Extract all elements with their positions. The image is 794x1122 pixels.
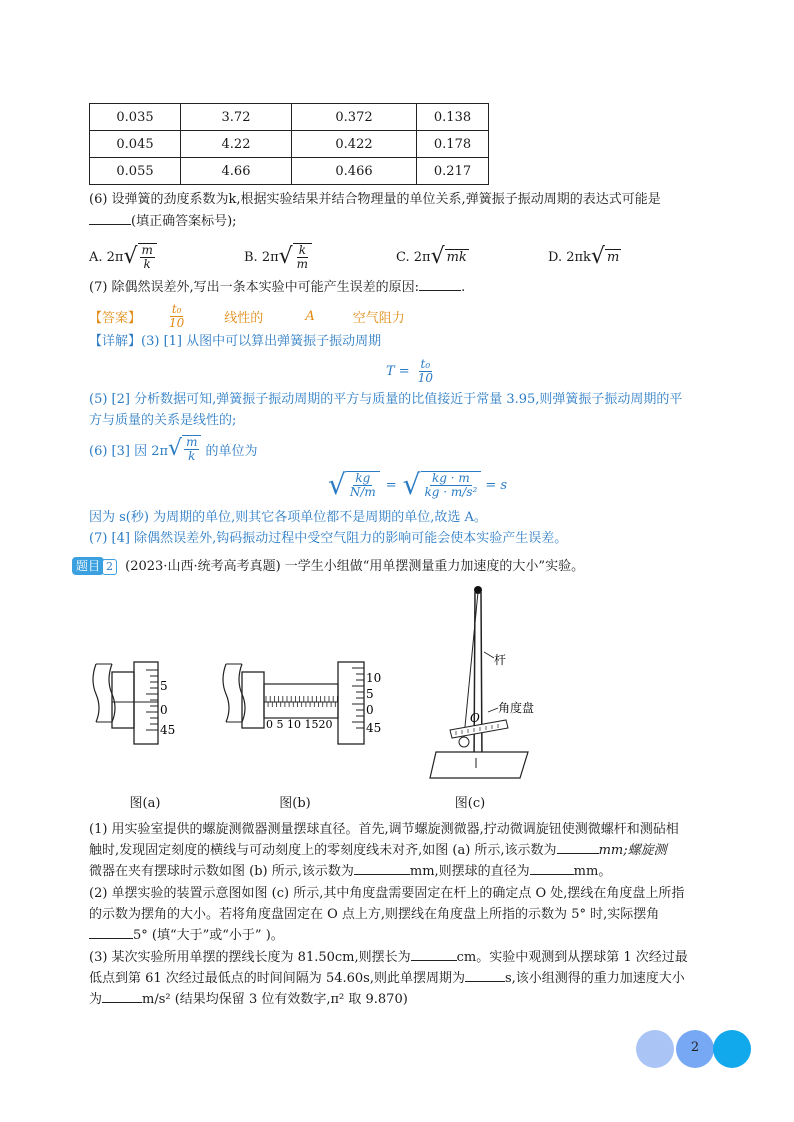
problem-number: 2	[102, 559, 117, 575]
sqrt-expression: √ $\frac{kg}{N/m}$	[328, 471, 380, 499]
detail-line1	[89, 332, 381, 352]
frac-num: m	[186, 435, 198, 449]
detail-line6: (7) [4] 除偶然误差外,钩码振动过程中受空气阻力的影响可能会使本实验产生误差。	[89, 531, 568, 546]
option-b	[244, 240, 312, 274]
q3-text: cm。实验中观测到从摆球第 1 次经过最	[456, 950, 688, 965]
scale-label: 5	[160, 679, 168, 693]
frac-num: k	[298, 243, 306, 257]
figure-c-caption: 图(c)	[454, 796, 486, 811]
rod-label: 杆	[494, 653, 507, 667]
pendulum-figure-c	[428, 582, 538, 782]
table-cell: 0.372	[292, 104, 417, 131]
scale-label: 10	[366, 671, 382, 685]
table-cell: 4.22	[181, 131, 292, 158]
equation-units: √ $\frac{kg}{N/m}$ = √ $\frac{kg \cdot m}{\text{kg · m/s²}}$ = s	[328, 468, 508, 501]
q1-line2	[89, 841, 667, 861]
q3-text: s,该小组测得的重力加速度大小	[504, 971, 685, 986]
sqrt-body: mk	[446, 250, 467, 265]
eq-fraction	[416, 358, 435, 385]
answer-blank	[465, 969, 505, 982]
eq-lhs: T =	[386, 363, 410, 379]
answer-label: 【答案】	[89, 310, 142, 326]
option-c	[396, 240, 469, 274]
q1-line1: (1) 用实验室提供的螺旋测微器测量摆球直径。首先,调节螺旋测微器,拧动微调旋钮使测微螺杆和测砧相	[89, 822, 679, 837]
figure-b-caption: 图(b)	[279, 796, 311, 811]
option-a-label: A. 2π	[89, 249, 124, 265]
table-cell: 4.66	[181, 158, 292, 185]
frac-den: N/m	[349, 485, 376, 499]
scale-label: 45	[160, 723, 176, 737]
option-b-label: B. 2π	[244, 249, 279, 265]
data-table	[89, 103, 489, 185]
q3-line1	[89, 948, 688, 968]
dial-label: 角度盘	[498, 701, 535, 715]
q6-line2-text: (填正确答案标号);	[131, 214, 237, 229]
q3-line3	[89, 990, 408, 1010]
detail-line4	[89, 432, 257, 466]
page-decoration-circle	[713, 1030, 751, 1068]
table-cell: 0.466	[292, 158, 417, 185]
q2-text: 5° (填“大于”或“小于” )。	[133, 928, 284, 943]
table-cell: 0.178	[417, 131, 489, 158]
q2-line1: (2) 单摆实验的装置示意图如图 (c) 所示,其中角度盘需要固定在杆上的确定点 O 处,摆线在角度盘上所指	[89, 886, 685, 901]
detail-text: 的单位为	[205, 443, 258, 459]
figure-a-caption: 图(a)	[129, 796, 161, 811]
main-scale-label: 0 5 10 1520	[266, 718, 333, 731]
sqrt-expression: √ mk	[430, 244, 467, 269]
q6-line2	[89, 212, 237, 232]
q3-text: 为	[89, 992, 103, 1007]
q1-text: mm。	[573, 864, 612, 879]
sqrt-expression: √ m	[590, 244, 620, 269]
q7-line	[89, 278, 465, 298]
answer-2: 线性的	[224, 310, 264, 326]
problem-2-text: (2023·山西·统考高考真题) 一学生小组做“用单摆测量重力加速度的大小”实验。	[125, 559, 585, 574]
scale-label: 0	[160, 703, 168, 717]
q3-line2	[89, 969, 685, 989]
scale-label: 0	[366, 703, 374, 717]
problem-2-heading	[72, 557, 584, 577]
eq-rhs: = s	[485, 477, 508, 493]
frac-num: m	[141, 243, 153, 257]
frac-num: kg	[355, 471, 371, 485]
answer-blank	[89, 926, 133, 939]
detail-line2: (5) [2] 分析数据可知,弹簧振子振动周期的平方与质量的比值接近于常量 3.95,则弹簧振子振动周期的平	[89, 392, 683, 407]
answer-blank	[354, 862, 410, 875]
table-cell: 0.035	[90, 104, 181, 131]
answer-blank	[102, 990, 142, 1003]
option-d-label: D. 2πk	[548, 249, 591, 265]
sqrt-expression: √ $\frac{kg \cdot m}{\text{kg · m/s²}}$	[403, 471, 482, 499]
q7-text: (7) 除偶然误差外,写出一条本实验中可能产生误差的原因:	[89, 280, 420, 295]
table-row	[90, 104, 489, 131]
q6-line1: (6) 设弹簧的劲度系数为k,根据实验结果并结合物理量的单位关系,弹簧振子振动周期的表达式可能是	[89, 192, 661, 207]
page-number: 2	[690, 1040, 700, 1055]
scale-label: 45	[366, 721, 382, 735]
frac-den: 10	[417, 370, 433, 385]
q7-end: .	[461, 280, 466, 295]
detail-label: 【详解】	[89, 334, 142, 349]
sqrt-body: m	[606, 250, 620, 265]
detail-text: (3) [1] 从图中可以算出弹簧振子振动周期	[141, 334, 382, 349]
answer-4: 空气阻力	[352, 310, 405, 326]
answer-blank	[411, 948, 457, 961]
q2-line2: 的示数为摆角的大小。若将角度盘固定在 O 点上方,则摆线在角度盘上所指的示数为 5° 时,实际摆角	[89, 907, 660, 922]
q1-text: mm;螺旋测	[598, 843, 667, 858]
q1-text: mm,则摆球的直径为	[409, 864, 530, 879]
sqrt-expression: √ $\frac{k}{m}$	[279, 243, 312, 271]
table-cell: 3.72	[181, 104, 292, 131]
option-d	[548, 240, 621, 274]
answer-blank	[419, 278, 461, 291]
q3-text: m/s² (结果均保留 3 位有效数字,π² 取 9.870)	[142, 992, 408, 1007]
table-row	[90, 131, 489, 158]
table-cell: 0.138	[417, 104, 489, 131]
frac-den: 10	[169, 315, 185, 330]
table-cell: 0.217	[417, 158, 489, 185]
problem-tag: 题目	[72, 557, 104, 575]
detail-line5: 因为 s(秒) 为周期的单位,则其它各项单位都不是周期的单位,故选 A。	[89, 510, 487, 525]
q1-text: 触时,发现固定刻度的横线与可动刻度上的零刻度线未对齐,如图 (a) 所示,该示数为	[89, 843, 557, 858]
answer-blank	[557, 841, 599, 854]
option-c-label: C. 2π	[396, 249, 431, 265]
sqrt-expression: √ $\frac{m}{k}$	[168, 435, 201, 463]
frac-den: k	[143, 257, 151, 271]
table-cell: 0.422	[292, 131, 417, 158]
micrometer-figure-b	[218, 660, 393, 750]
q3-text: 低点到第 61 次经过最低点的时间间隔为 54.60s,则此单摆周期为	[89, 971, 465, 986]
table-cell: 0.055	[90, 158, 181, 185]
q2-line3	[89, 926, 284, 946]
detail-text: (6) [3] 因 2π	[89, 443, 169, 459]
answer-blank	[530, 862, 574, 875]
equation-period	[386, 354, 435, 388]
frac-den: m	[296, 257, 309, 271]
option-a	[89, 240, 157, 274]
detail-line3: 方与质量的关系是线性的;	[89, 413, 237, 428]
micrometer-figure-a	[88, 660, 198, 750]
table-row	[90, 158, 489, 185]
frac-num: t₀	[171, 301, 182, 316]
frac-num: kg · m	[432, 471, 470, 485]
frac-den: kg · m/s²	[424, 485, 478, 499]
answer-line	[89, 300, 405, 332]
page-decoration-circle	[636, 1030, 674, 1068]
point-o-label: O	[470, 711, 480, 725]
table-cell: 0.045	[90, 131, 181, 158]
q1-text: 微器在夹有摆球时示数如图 (b) 所示,该示数为	[89, 864, 354, 879]
q1-line3	[89, 862, 611, 882]
answer-3: A	[305, 308, 315, 324]
answer-fraction	[167, 303, 186, 330]
frac-num: t₀	[420, 356, 431, 371]
sqrt-expression: √ $\frac{m}{k}$	[123, 243, 156, 271]
answer-blank	[89, 212, 131, 225]
frac-den: k	[188, 449, 196, 463]
scale-label: 5	[366, 687, 374, 701]
q3-text: (3) 某次实验所用单摆的摆线长度为 81.50cm,则摆长为	[89, 950, 411, 965]
